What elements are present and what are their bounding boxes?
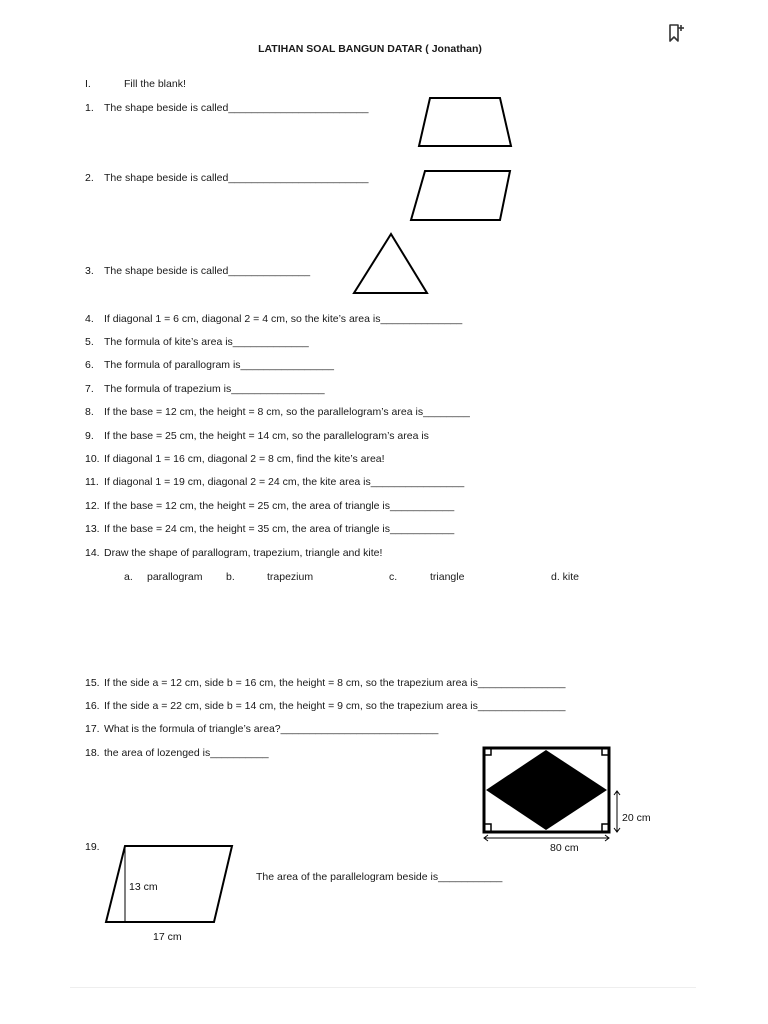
question-text: If the base = 25 cm, the height = 14 cm, so the parallelogram’s area is — [104, 430, 429, 442]
option-c-letter: c. — [389, 571, 398, 583]
question-number: 3. — [85, 265, 94, 277]
section-number: I. — [85, 78, 91, 90]
question-number: 9. — [85, 430, 94, 442]
question-text: The formula of kite’s area is_____________ — [104, 336, 309, 348]
option-a-text: parallogram — [147, 571, 203, 583]
question-number: 16. — [85, 700, 100, 712]
question-text: If diagonal 1 = 6 cm, diagonal 2 = 4 cm, so the kite’s area is______________ — [104, 313, 463, 325]
section-label: Fill the blank! — [124, 78, 186, 90]
question-text: the area of lozenged is__________ — [104, 747, 269, 759]
question-number: 11. — [85, 476, 99, 488]
question-text: If diagonal 1 = 16 cm, diagonal 2 = 8 cm, find the kite’s area! — [104, 453, 385, 465]
question-text: If the base = 12 cm, the height = 8 cm, so the parallelogram’s area is________ — [104, 406, 470, 418]
question-number: 2. — [85, 172, 94, 184]
question-number: 8. — [85, 406, 94, 418]
option-c-text: triangle — [430, 571, 465, 583]
question-text: If the side a = 22 cm, side b = 14 cm, the height = 9 cm, so the trapezium area is_______________ — [104, 700, 566, 712]
question-number: 14. — [85, 547, 100, 559]
question-number: 5. — [85, 336, 94, 348]
question-number: 7. — [85, 383, 94, 395]
option-d: d. kite — [551, 571, 580, 583]
question-number: 15. — [85, 677, 100, 689]
question-text: What is the formula of triangle’s area?___________________________ — [104, 723, 439, 735]
trapezium-shape — [410, 90, 520, 150]
base-label: 17 cm — [153, 931, 182, 943]
question-text: Draw the shape of parallogram, trapezium, triangle and kite! — [104, 547, 383, 559]
question-number: 18. — [85, 747, 100, 759]
question-number: 4. — [85, 313, 94, 325]
question-text: The formula of trapezium is________________ — [104, 383, 325, 395]
question-text: The shape beside is called______________ — [104, 265, 311, 277]
question-text: The shape beside is called________________________ — [104, 172, 369, 184]
question-number: 19. — [85, 841, 100, 853]
question-text: The shape beside is called________________________ — [104, 102, 369, 114]
question-text: If the base = 12 cm, the height = 25 cm, the area of triangle is___________ — [104, 500, 455, 512]
worksheet-title: LATIHAN SOAL BANGUN DATAR ( Jonathan) — [258, 43, 482, 55]
question-number: 12. — [85, 500, 100, 512]
question-text: The formula of parallogram is________________ — [104, 359, 334, 371]
question-text: If diagonal 1 = 19 cm, diagonal 2 = 24 cm, the kite area is________________ — [104, 476, 465, 488]
option-b-letter: b. — [226, 571, 235, 583]
question-text: If the side a = 12 cm, side b = 16 cm, the height = 8 cm, so the trapezium area is_______________ — [104, 677, 566, 689]
question-text: If the base = 24 cm, the height = 35 cm, the area of triangle is___________ — [104, 523, 455, 535]
parallelogram-shape — [405, 165, 520, 225]
question-number: 17. — [85, 723, 100, 735]
question-number: 13. — [85, 523, 100, 535]
question-19-prompt: The area of the parallelogram beside is___________ — [256, 871, 503, 883]
triangle-shape — [348, 228, 434, 298]
question-number: 10. — [85, 453, 100, 465]
option-b-text: trapezium — [267, 571, 314, 583]
question-number: 1. — [85, 102, 94, 114]
lozenge-figure — [470, 738, 660, 856]
height-label: 13 cm — [129, 881, 158, 893]
height-label: 20 cm — [622, 812, 651, 824]
bookmark-icon[interactable] — [666, 22, 686, 44]
option-a-letter: a. — [124, 571, 133, 583]
width-label: 80 cm — [550, 842, 579, 854]
parallelogram-figure — [100, 840, 240, 948]
question-number: 6. — [85, 359, 94, 371]
page-divider — [70, 987, 696, 988]
